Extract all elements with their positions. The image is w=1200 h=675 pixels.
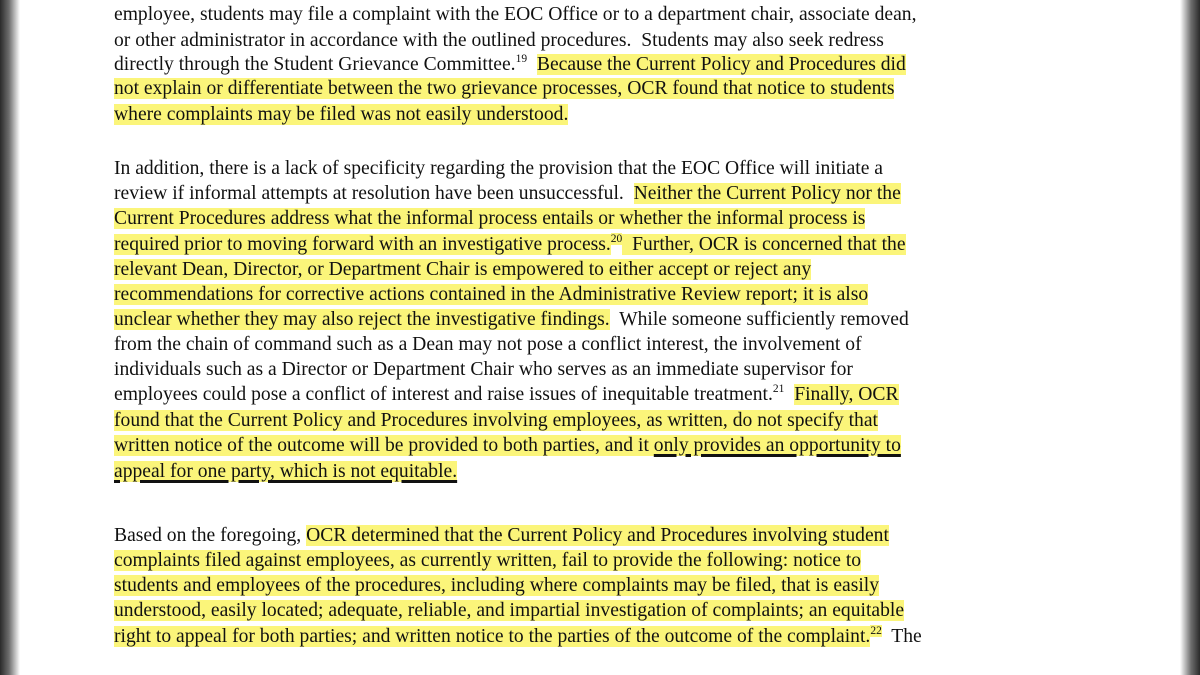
- highlighted-text: where complaints may be filed was not easily understood.: [114, 104, 569, 125]
- text-line: [114, 156, 1069, 182]
- footnote-ref: 22: [870, 625, 882, 637]
- text-run: In addition, there is a lack of specificity regarding the provision that the EOC Office will initiate a: [114, 158, 884, 179]
- text-line: [114, 459, 1069, 485]
- text-run: review if informal attempts at resolution have been unsuccessful.: [114, 183, 634, 204]
- text-line: [114, 76, 1069, 102]
- text-line: [114, 28, 1069, 54]
- highlighted-text: found that the Current Policy and Procedures involving employees, as written, do not specify that: [114, 410, 878, 431]
- text-run: employees could pose a conflict of interest and raise issues of inequitable treatment.: [114, 384, 773, 405]
- text-line: [114, 232, 1069, 258]
- highlighted-text: understood, easily located; adequate, reliable, and impartial investigation of complaints; an equitable: [114, 600, 905, 621]
- highlighted-text: Current Procedures address what the informal process entails or whether the informal process is: [114, 208, 866, 229]
- highlighted-text: written notice of the outcome will be provided to both parties, and it: [114, 435, 654, 456]
- text-line: [114, 102, 1069, 128]
- text-line: [114, 357, 1069, 383]
- highlighted-text: unclear whether they may also reject the investigative findings.: [114, 309, 610, 330]
- text-line: [114, 598, 1069, 624]
- left-page-shadow: [0, 0, 20, 675]
- text-run: [527, 54, 537, 75]
- footnote-ref: 20: [610, 233, 623, 245]
- highlighted-text: OCR determined that the Current Policy and Procedures involving student: [306, 525, 889, 546]
- text-line: [114, 548, 1069, 574]
- text-line: [114, 282, 1069, 308]
- text-line: [114, 52, 1069, 78]
- text-run: [784, 384, 794, 405]
- highlighted-text: Finally, OCR: [794, 384, 899, 405]
- text-run: directly through the Student Grievance Committee.: [114, 54, 516, 75]
- text-run: individuals such as a Director or Department Chair who serves as an immediate supervisor for: [114, 359, 853, 380]
- highlighted-text: Because the Current Policy and Procedures did: [536, 54, 906, 75]
- text-run: While someone sufficiently removed: [609, 309, 909, 330]
- text-run: The: [881, 626, 922, 647]
- highlighted-text: right to appeal for both parties; and written notice to the parties of the outcome of the complaint.: [114, 626, 871, 647]
- text-line: [114, 573, 1069, 599]
- text-line: [114, 433, 1069, 459]
- text-run: or other administrator in accordance with the outlined procedures. Students may also seek redress: [114, 30, 884, 51]
- highlighted-text: Neither the Current Policy nor the: [633, 183, 901, 204]
- text-line: [114, 523, 1069, 549]
- text-run: employee, students may file a complaint with the EOC Office or to a department chair, associate dean,: [114, 4, 917, 25]
- footnote-ref: 19: [515, 53, 528, 65]
- highlighted-text: only provides an opportunity to: [653, 435, 901, 456]
- text-line: [114, 382, 1069, 408]
- text-run: Based on the foregoing,: [114, 525, 307, 546]
- text-line: [114, 2, 1069, 28]
- text-line: [114, 307, 1069, 333]
- text-run: from the chain of command such as a Dean may not pose a conflict interest, the involvement of: [114, 334, 862, 355]
- document-page: [114, 0, 1070, 675]
- highlighted-text: appeal for one party, which is not equitable.: [114, 461, 458, 482]
- footnote-ref: 21: [772, 383, 785, 395]
- highlighted-text: not explain or differentiate between the two grievance processes, OCR found that notice to students: [114, 78, 895, 99]
- highlighted-text: relevant Dean, Director, or Department Chair is empowered to either accept or reject any: [114, 259, 812, 280]
- highlighted-text: required prior to moving forward with an investigative process.: [114, 234, 611, 255]
- right-page-shadow: [1180, 0, 1200, 675]
- highlighted-text: Further, OCR is concerned that the: [622, 234, 906, 255]
- text-line: [114, 408, 1069, 434]
- highlighted-text: students and employees of the procedures, including where complaints may be filed, that is easily: [114, 575, 880, 596]
- highlighted-text: complaints filed against employees, as currently written, fail to provide the following: notice to: [114, 550, 862, 571]
- text-line: [114, 181, 1069, 207]
- text-line: [114, 257, 1069, 283]
- text-line: [114, 624, 1069, 650]
- text-line: [114, 206, 1069, 232]
- highlighted-text: recommendations for corrective actions contained in the Administrative Review report; it is also: [114, 284, 869, 305]
- text-line: [114, 332, 1069, 358]
